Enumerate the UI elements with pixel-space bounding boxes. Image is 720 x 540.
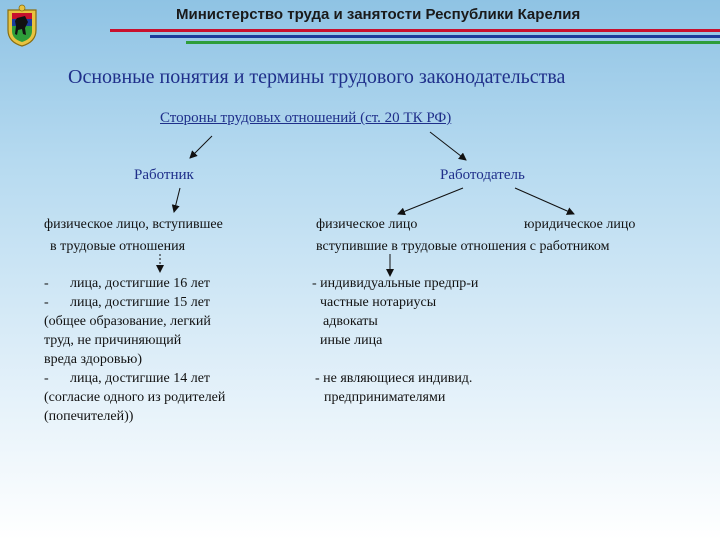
list-bullet: - (44, 371, 49, 386)
employer-definition-line2: вступившие в трудовые отношения с работником (316, 239, 610, 254)
employer-label: Работодатель (440, 167, 525, 183)
arrow-employer-legal (515, 188, 574, 214)
arrow-to-employer (430, 132, 466, 160)
worker-label: Работник (134, 167, 194, 183)
list-item-text: лица, достигшие 15 лет (70, 295, 211, 310)
list-bullet: - (44, 295, 49, 310)
list-item-text: иные лица (320, 333, 383, 348)
list-item-text: лица, достигшие 16 лет (70, 276, 211, 291)
list-item-text: предпринимателями (324, 390, 446, 405)
arrow-to-worker (190, 136, 212, 158)
worker-definition-line1: физическое лицо, вступившее (44, 217, 223, 232)
list-item-text: (согласие одного из родителей (44, 390, 226, 405)
list-item-text: - не являющиеся индивид. (315, 371, 473, 386)
list-item-text: адвокаты (323, 314, 378, 329)
worker-definition-line2: в трудовые отношения (50, 239, 186, 254)
list-item-text: труд, не причиняющий (44, 333, 182, 348)
list-bullet: - (44, 276, 49, 291)
ministry-header-title: Министерство труда и занятости Республики Карелия (176, 6, 581, 23)
arrow-employer-physical (398, 188, 463, 214)
page-title: Основные понятия и термины трудового законодательства (68, 66, 566, 88)
list-item (44, 371, 49, 387)
section-subtitle: Стороны трудовых отношений (ст. 20 ТК РФ) (160, 110, 452, 126)
list-item-text: частные нотариусы (320, 295, 437, 310)
employer-legal-entity: юридическое лицо (524, 217, 636, 232)
arrow-worker-definition (174, 188, 180, 212)
list-item-text: вреда здоровью) (44, 352, 142, 367)
employer-physical-person: физическое лицо (316, 217, 418, 232)
list-item (44, 295, 49, 311)
list-item-text: (общее образование, легкий (44, 314, 211, 329)
list-item-text: лица, достигшие 14 лет (70, 371, 211, 386)
list-item-text: - индивидуальные предпр-и (312, 276, 479, 291)
list-item-text: (попечителей)) (44, 409, 134, 424)
list-item (44, 276, 49, 292)
